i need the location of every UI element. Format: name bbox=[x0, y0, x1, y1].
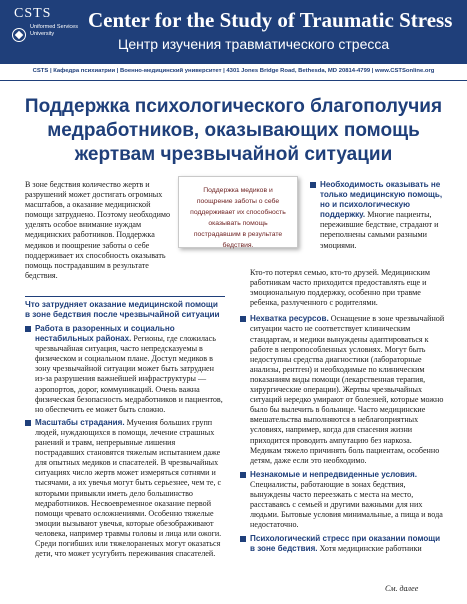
bullet-text: Регионы, где сложилась чрезвычайная ситуация, часто непредсказуемы в физическом и социальном плане. Доступ медиков в зону чрезвычайной ситуации может быть затруднен из-за разрушения важнейшей инфраструктуры — аэропортов, дорог, коммуникаций. Очень важна физическая безопасность медработников и пациентов, но обеспечить ее может быть сложно. bbox=[35, 334, 223, 414]
header-divider bbox=[0, 80, 467, 81]
bullet-heading: Нехватка ресурсов. bbox=[250, 314, 329, 324]
pull-quote bbox=[178, 176, 298, 248]
document-title: Поддержка психологического благополучия медработников, оказывающих помощь жертвам чрезвычайной ситуации bbox=[24, 96, 443, 165]
bullet-text: Специалисты, работающие в зонах бедствия, вынуждены часто переезжать с места на место, расставаясь с семьей и другими важными для них людьми. Бытовые условия минимальные, а пища и вода недостаточно. bbox=[250, 479, 443, 530]
seal-icon bbox=[12, 28, 26, 42]
bullet-heading: Психологический стресс при оказании помощи в зоне бедствия. bbox=[250, 534, 441, 554]
bullet-heading: Масштабы страдания. bbox=[35, 417, 125, 427]
intro-paragraph-top bbox=[25, 180, 175, 281]
right-top-column bbox=[310, 180, 445, 251]
continuation-text: Кто-то потерял семью, кто-то друзей. Медицинским работникам часто приходится предоставлять еще и эмоциональную поддержку, особенно при травме ребенка, разлученного с родителями. bbox=[250, 268, 430, 308]
continuation-paragraph bbox=[240, 268, 445, 308]
right-column bbox=[240, 268, 445, 555]
bullet-text: Оснащение в зоне чрезвычайной ситуации часто не соответствует клиническим стандартам, и медики вынуждены адаптироваться к работе в непропособленных условиях. Могут быть недоступны средства диагностики (лабораторные анализы, рентген) и необходимые по клиническим показаниям виды помощи (лекарственная терапия, хирургические операции). Жертвы чрезвычайных ситуаций нередко умирают от болезней, которые можно было бы вылечить в больнице. Часто медицинские вмешательства выполняются в неблагоприятных условиях, например, когда для спасения жизни приходится проводить ампутацию без наркоза. Медикам тяжело причинять боль пациентам, особенно детям, даже если это необходимо. bbox=[250, 314, 445, 465]
intro-text: В зоне бедствия количество жертв и разрушений может достигать огромных масштабов, а оказание медицинской помощи затруднено. Поэтому необходимо уделять особое внимание нуждам медицинских работников. Поддержка медиков и поощрение заботы о себе поддерживает их способность оказывать помощь пострадавшим в результате бедствия. bbox=[25, 180, 171, 280]
list-item bbox=[310, 180, 445, 251]
continued-note: См. далее bbox=[385, 584, 419, 593]
csts-logo bbox=[8, 6, 78, 58]
contact-info-line: CSTS | Кафедра психиатрии | Военно-медицинский университет | 4301 Jones Bridge Road, Bethesda, MD 20814-4799 | www.CSTSonline.org bbox=[32, 68, 435, 74]
logo-subtitle: Uniformed Services University bbox=[30, 24, 78, 37]
bullet-text: Мучения больших групп людей, нуждающихся в помощи, лечение страшных ранений и травм, непрерывные лишения пострадавших становятся тяжелым испытанием даже для опытных медиков и спасателей. В чрезвычайных ситуациях число жертв может измеряться сотнями и тысячами, а их увечья могут быть серьезнее, чем те, с которыми привыкли иметь дело большинство медработников. Несвоевременное оказание первой помощи чревато осложнениями. Особенно тяжелые эмоции вызывают увечья, которые обезображивают человека, например травмы головы и лица или ожоги. Среди погибших или тяжелораненых могут оказаться дети, что может усугубить переживания спасателей. bbox=[35, 417, 222, 559]
list-item bbox=[25, 324, 225, 415]
list-item bbox=[240, 470, 445, 531]
bullet-text: Многие пациенты, пережившие бедствие, страдают и переполнены самыми разными эмоциями. bbox=[320, 210, 439, 250]
section-heading: Что затрудняет оказание медицинской помощи в зоне бедствия после чрезвычайной ситуации bbox=[25, 296, 225, 320]
list-item bbox=[240, 314, 445, 465]
bullet-text: Хотя медицинские работники bbox=[317, 544, 422, 554]
pull-quote-text: Поддержка медиков и поощрение заботы о себе поддерживает их способность оказывать помощь пострадавшим в результате бедствия. bbox=[190, 187, 286, 249]
bullet-heading: Необходимость оказывать не только медицинскую помощь, но и психологическую поддержку. bbox=[320, 180, 443, 220]
logo-abbr: CSTS bbox=[14, 6, 52, 21]
left-column bbox=[25, 324, 225, 559]
bullet-heading: Незнакомые и непредвиденные условия. bbox=[250, 469, 418, 479]
list-item bbox=[25, 418, 225, 559]
list-item bbox=[240, 534, 445, 554]
header-title-ru: Центр изучения травматического стресса bbox=[118, 36, 390, 52]
header-banner bbox=[0, 0, 467, 64]
bullet-heading: Работа в разоренных и социально нестабильных районах. bbox=[35, 324, 175, 344]
header-title-en: Center for the Study of Traumatic Stress bbox=[88, 8, 453, 32]
